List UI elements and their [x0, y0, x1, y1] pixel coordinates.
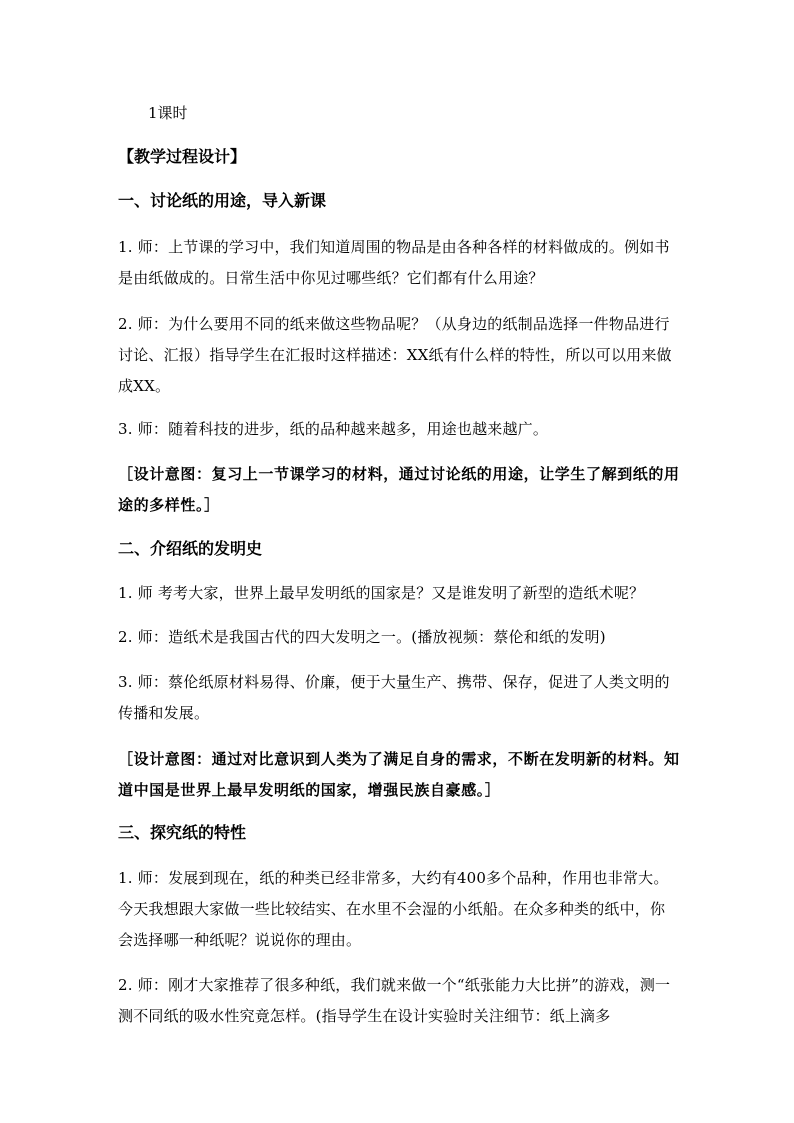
section-2-design-note: ［设计意图：通过对比意识到人类为了满足自身的需求，不断在发明新的材料。知道中国是世界上最早发明纸的国家，增强民族自豪感。］ [118, 750, 680, 799]
section-3-item-2: 2. 师：刚才大家推荐了很多种纸，我们就来做一个“纸张能力大比拼”的游戏，测一测不同纸的吸水性究竟怎样。(指导学生在设计实验时关注细节：纸上滴多 [118, 976, 671, 1025]
section-3-item-1: 1. 师：发展到现在，纸的种类已经非常多，大约有400多个品种，作用也非常大。今天我想跟大家做一些比较结实、在水里不会湿的小纸船。在众多种类的纸中，你会选择哪一种纸呢？说说你的理由。 [118, 869, 669, 949]
section-2-item-2: 2. 师：造纸术是我国古代的四大发明之一。(播放视频：蔡伦和纸的发明) [118, 628, 606, 646]
lesson-time: 1课时 [148, 104, 188, 122]
section-heading-1: 一、讨论纸的用途，导入新课 [118, 191, 327, 210]
section-main-title: 【教学过程设计】 [118, 147, 247, 166]
section-2-item-1: 1. 师 考考大家，世界上最早发明纸的国家是？又是谁发明了新型的造纸术呢？ [118, 584, 645, 602]
section-2-item-3: 3. 师：蔡伦纸原材料易得、价廉，便于大量生产、携带、保存，促进了人类文明的传播和发展。 [118, 673, 670, 722]
section-1-item-3: 3. 师：随着科技的进步，纸的品种越来越多，用途也越来越广。 [118, 420, 549, 438]
section-1-design-note: ［设计意图：复习上一节课学习的材料，通过讨论纸的用途，让学生了解到纸的用途的多样性。］ [118, 465, 680, 514]
section-1-item-2: 2. 师：为什么要用不同的纸来做这些物品呢？（从身边的纸制品选择一件物品进行讨论、汇报）指导学生在汇报时这样描述：XX纸有什么样的特性，所以可以用来做成XX。 [118, 315, 672, 395]
section-heading-2: 二、介绍纸的发明史 [118, 539, 263, 558]
section-heading-3: 三、探究纸的特性 [118, 823, 247, 842]
section-1-item-1: 1. 师：上节课的学习中，我们知道周围的物品是由各种各样的材料做成的。例如书是由纸做成的。日常生活中你见过哪些纸？它们都有什么用途？ [118, 238, 670, 287]
